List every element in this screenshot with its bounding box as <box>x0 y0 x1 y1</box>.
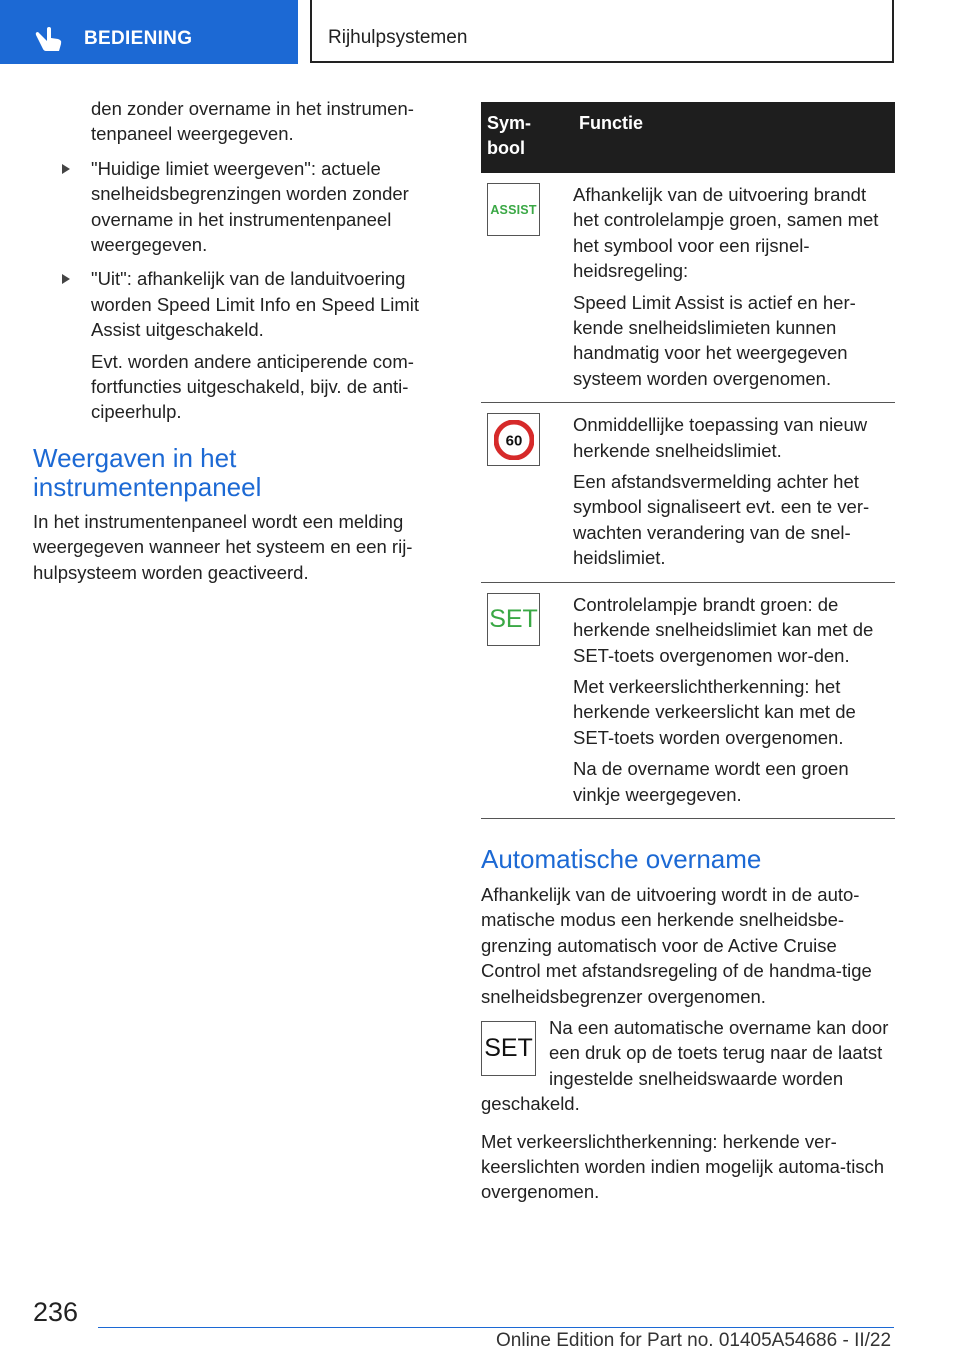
list-item-text: "Huidige limiet weergeven": actuele snelheidsbegrenzingen worden zonder overname in het instrumentenpaneel weergegeven. <box>91 157 409 256</box>
paragraph: den zonder overname in het instrumen-tenpaneel weergegeven. <box>91 98 414 145</box>
symbol-table <box>481 102 895 819</box>
list-item <box>33 266 448 424</box>
table-header-function: Functie <box>573 102 895 173</box>
section-tab[interactable] <box>0 0 298 64</box>
function-cell <box>573 403 895 582</box>
paragraph: Met verkeerslichtherkenning: herkende ver-keerslichten worden indien mogelijk automa-tisch overgenomen. <box>481 1130 885 1203</box>
hand-pointer-icon <box>34 26 64 52</box>
function-cell <box>573 173 895 403</box>
footer-edition: Online Edition for Part no. 01405A54686 - II/22 <box>496 1330 892 1351</box>
assist-indicator-icon <box>487 183 540 236</box>
set-button-note <box>481 1015 895 1117</box>
bullet-triangle-icon <box>62 274 70 284</box>
list-item <box>33 156 448 258</box>
left-column <box>33 96 448 585</box>
paragraph: In het instrumentenpaneel wordt een melding weergegeven wanneer het systeem en een rij-hulpsysteem worden geactiveerd. <box>33 510 413 583</box>
table-row <box>481 403 895 582</box>
footer-divider <box>98 1327 894 1328</box>
table-row <box>481 582 895 818</box>
paragraph: Afhankelijk van de uitvoering wordt in de auto-matische modus een herkende snelheidsbe-grenzing automatisch voor de Active Cruise Control met afstandsregeling of de handma-tige snelheidsbegrenzer overgenomen. <box>481 883 872 1007</box>
cell-text: Controlelampje brandt groen: de herkende snelheidslimiet kan met de SET-toets overgenomen wor-den. <box>573 593 874 666</box>
set-button-text: SET <box>484 1033 533 1062</box>
set-button-icon <box>481 1021 536 1076</box>
speed-limit-sign-icon <box>487 413 540 466</box>
page-number: 236 <box>33 1297 79 1327</box>
cell-text: Onmiddellijke toepassing van nieuw herkende snelheidslimiet. <box>573 414 868 461</box>
speed-limit-value: 60 <box>505 432 522 450</box>
cell-text: Een afstandsvermelding achter het symbool signaliseert evt. een te ver-wachten verandering van de snel-heidslimiet. <box>573 471 870 569</box>
section-heading: Weergaven in het instrumentenpaneel <box>33 442 262 502</box>
table-header-symbol: Sym-bool <box>481 102 573 173</box>
chapter-header <box>310 0 894 63</box>
function-cell <box>573 582 895 818</box>
set-symbol-text: SET <box>489 604 538 633</box>
symbol-cell <box>481 403 573 582</box>
cell-text: Met verkeerslichtherkenning: het herkende verkeerslicht kan met de SET-toets worden overgenomen. <box>573 675 856 748</box>
cell-text: Speed Limit Assist is actief en her-kende snelheidslimieten kunnen handmatig voor het weergegeven systeem worden overgenomen. <box>573 291 856 389</box>
section-label: BEDIENING <box>84 28 193 49</box>
list-item-text: "Uit": afhankelijk van de landuitvoering worden Speed Limit Info en Speed Limit Assist uitgeschakeld. <box>91 268 420 341</box>
bullet-triangle-icon <box>62 164 70 174</box>
chapter-title: Rijhulpsystemen <box>328 27 468 48</box>
set-indicator-icon <box>487 593 540 646</box>
section-heading: Automatische overname <box>481 843 762 874</box>
table-row <box>481 173 895 403</box>
list-item-note: Evt. worden andere anticiperende com-fortfuncties uitgeschakeld, bijv. de anti-cipeerhulp. <box>91 350 414 423</box>
paragraph: Na een automatische overname kan door een druk op de toets terug naar de laatst ingestelde snelheidswaarde worden geschakeld. <box>481 1016 889 1115</box>
assist-symbol-text: ASSIST <box>490 202 537 217</box>
symbol-cell <box>481 582 573 818</box>
symbol-cell <box>481 173 573 403</box>
right-column <box>481 102 895 1205</box>
cell-text: Na de overname wordt een groen vinkje weergegeven. <box>573 758 849 805</box>
cell-text: Afhankelijk van de uitvoering brandt het controlelampje groen, samen met het symbool voor een rijsnel-heidsregeling: <box>573 184 879 282</box>
